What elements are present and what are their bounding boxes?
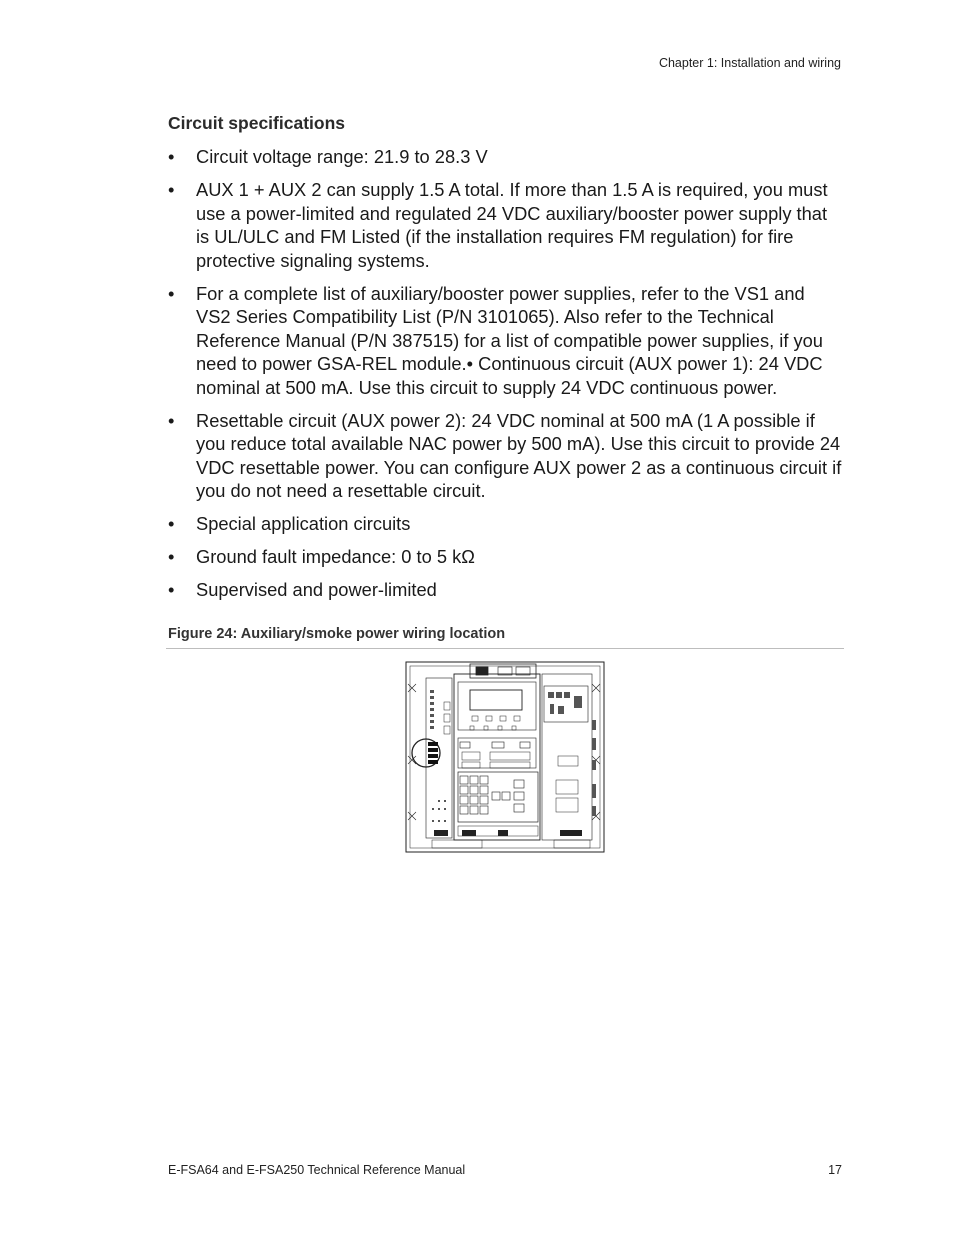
list-item (168, 545, 844, 569)
list-item (168, 145, 844, 169)
bullet-text: AUX 1 + AUX 2 can supply 1.5 A total. If more than 1.5 A is required, you must use a power-limited and regulated 24 VDC auxiliary/booster power supply that is UL/ULC and FM Listed (if the installation requires FM regulation) for fire protective signaling systems. (196, 179, 828, 271)
list-item (168, 578, 844, 602)
list-item (168, 178, 844, 272)
bullet-marker: • (168, 282, 175, 304)
caption-divider (166, 648, 844, 649)
bullet-text: Special application circuits (196, 513, 411, 534)
bullet-text: Ground fault impedance: 0 to 5 kΩ (196, 546, 475, 567)
bullet-marker: • (168, 179, 175, 200)
bullet-marker: • (168, 579, 175, 600)
display-module (454, 674, 540, 840)
bullet-marker: • (168, 546, 175, 567)
footer-manual-title: E-FSA64 and E-FSA250 Technical Reference Manual (168, 1163, 466, 1177)
bullet-marker: • (168, 513, 175, 534)
figure-caption: Figure 24: Auxiliary/smoke power wiring location (168, 626, 506, 642)
bullet-text: Circuit voltage range: 21.9 to 28.3 V (196, 146, 488, 167)
bullet-text: Resettable circuit (AUX power 2): 24 VDC nominal at 500 mA (1 A possible if you reduce total available NAC power by 500 mA). Use this circuit to provide 24 VDC resettable power. You can configure AUX power 2 as a continuous circuit if you do not need a resettable circuit. (196, 409, 842, 501)
bullet-text: Supervised and power-limited (196, 579, 437, 600)
spec-bullet-list (168, 145, 844, 611)
list-item (168, 409, 844, 503)
right-circuit-board (542, 674, 592, 840)
footer-page-number: 17 (828, 1163, 842, 1177)
bullet-text: For a complete list of auxiliary/booster power supplies, refer to the VS1 and VS2 Series Compatibility List (P/N 3101065). Also refer to the Technical Reference Manual (P/N 387515) for a list of compatible power supplies, if you need to power GSA-REL module.• Continuous circuit (AUX power 1): 24 VDC nominal at 500 mA. Use this circuit to supply 24 VDC continuous power. (196, 282, 823, 398)
control-panel-drawing (404, 660, 606, 854)
list-item (168, 282, 844, 400)
bullet-marker: • (168, 409, 175, 431)
running-header-chapter: Chapter 1: Installation and wiring (658, 56, 841, 70)
list-item (168, 512, 844, 536)
lcd-screen (470, 690, 522, 710)
bullet-marker: • (168, 146, 175, 167)
wiring-location-figure (404, 660, 606, 854)
section-heading: Circuit specifications (168, 113, 345, 133)
